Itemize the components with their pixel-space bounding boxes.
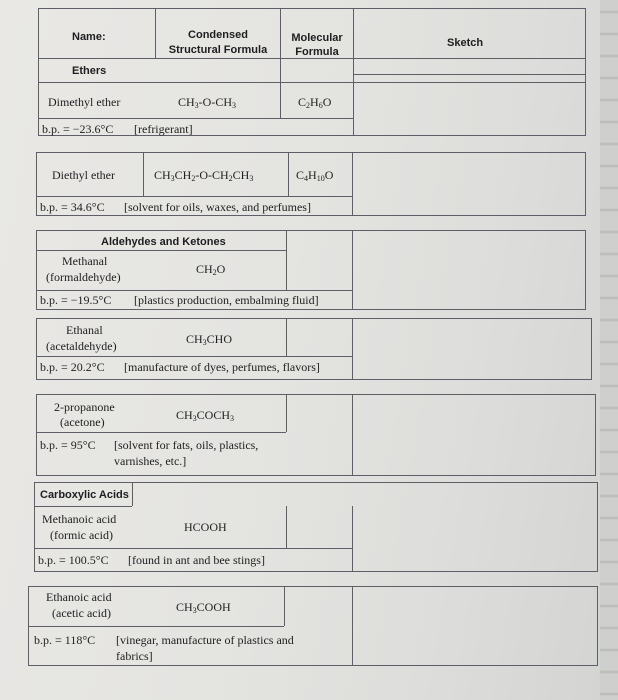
compound-use-line2: varnishes, etc.] <box>114 454 187 468</box>
condensed-formula: $CH_3COCH_3$ <box>176 408 235 423</box>
section-carboxylic-acids: Carboxylic Acids <box>40 489 129 501</box>
compound-use: [manufacture of dyes, perfumes, flavors] <box>124 360 320 374</box>
compound-common-name: (acetone) <box>60 415 105 429</box>
molecular-formula: $C_2H_6O$ <box>298 95 332 110</box>
compound-common-name: (acetaldehyde) <box>46 339 117 353</box>
boiling-point: b.p. = 95°C <box>40 438 96 452</box>
compound-common-name: (acetic acid) <box>52 606 111 620</box>
molecular-header-line2: Formula <box>295 46 339 58</box>
compound-use: [solvent for oils, waxes, and perfumes] <box>124 200 311 214</box>
boiling-point: b.p. = 20.2°C <box>40 360 105 374</box>
compound-name: Ethanal <box>66 323 103 337</box>
name-header: Name: <box>72 31 106 43</box>
condensed-header-line1: Condensed <box>188 29 248 41</box>
compound-use: [plastics production, embalming fluid] <box>134 293 319 307</box>
condensed-formula: $CH_3COOH$ <box>176 600 231 615</box>
compound-name: Methanal <box>62 254 108 268</box>
boiling-point: b.p. = 100.5°C <box>38 553 109 567</box>
compound-name: Dimethyl ether <box>48 95 121 109</box>
card-dimethyl-ether <box>38 8 586 136</box>
sketch-header: Sketch <box>447 37 484 49</box>
condensed-formula: HCOOH <box>184 520 227 534</box>
condensed-formula: $CH_3CHO$ <box>186 332 233 347</box>
condensed-header-line2: Structural Formula <box>168 44 268 56</box>
compound-common-name: (formic acid) <box>50 528 113 542</box>
card-diethyl-ether <box>36 152 586 216</box>
compound-use: [refrigerant] <box>134 122 193 136</box>
compound-use-line2: fabrics] <box>116 649 153 663</box>
compound-name: Methanoic acid <box>42 512 117 526</box>
compound-name: 2-propanone <box>54 400 115 414</box>
compound-use-line1: [vinegar, manufacture of plastics and <box>116 633 294 647</box>
compound-use-line1: [solvent for fats, oils, plastics, <box>114 438 259 452</box>
condensed-formula: $CH_2O$ <box>196 262 226 277</box>
condensed-formula: $CH_3-O-CH_3$ <box>178 95 236 110</box>
boiling-point: b.p. = −23.6°C <box>42 122 114 136</box>
boiling-point: b.p. = 118°C <box>34 633 96 647</box>
binder-edge <box>600 0 618 700</box>
compound-common-name: (formaldehyde) <box>46 270 121 284</box>
molecular-header-line1: Molecular <box>291 32 343 44</box>
condensed-formula: $CH_3CH_2-O-CH_2CH_3$ <box>154 168 254 183</box>
section-ethers: Ethers <box>72 65 107 77</box>
boiling-point: b.p. = 34.6°C <box>40 200 105 214</box>
section-aldehydes-ketones: Aldehydes and Ketones <box>101 236 226 248</box>
compound-name: Diethyl ether <box>52 168 115 182</box>
compound-name: Ethanoic acid <box>46 590 112 604</box>
compound-use: [found in ant and bee stings] <box>128 553 265 567</box>
molecular-formula: $C_4H_{10}O$ <box>296 168 334 183</box>
boiling-point: b.p. = −19.5°C <box>40 293 112 307</box>
